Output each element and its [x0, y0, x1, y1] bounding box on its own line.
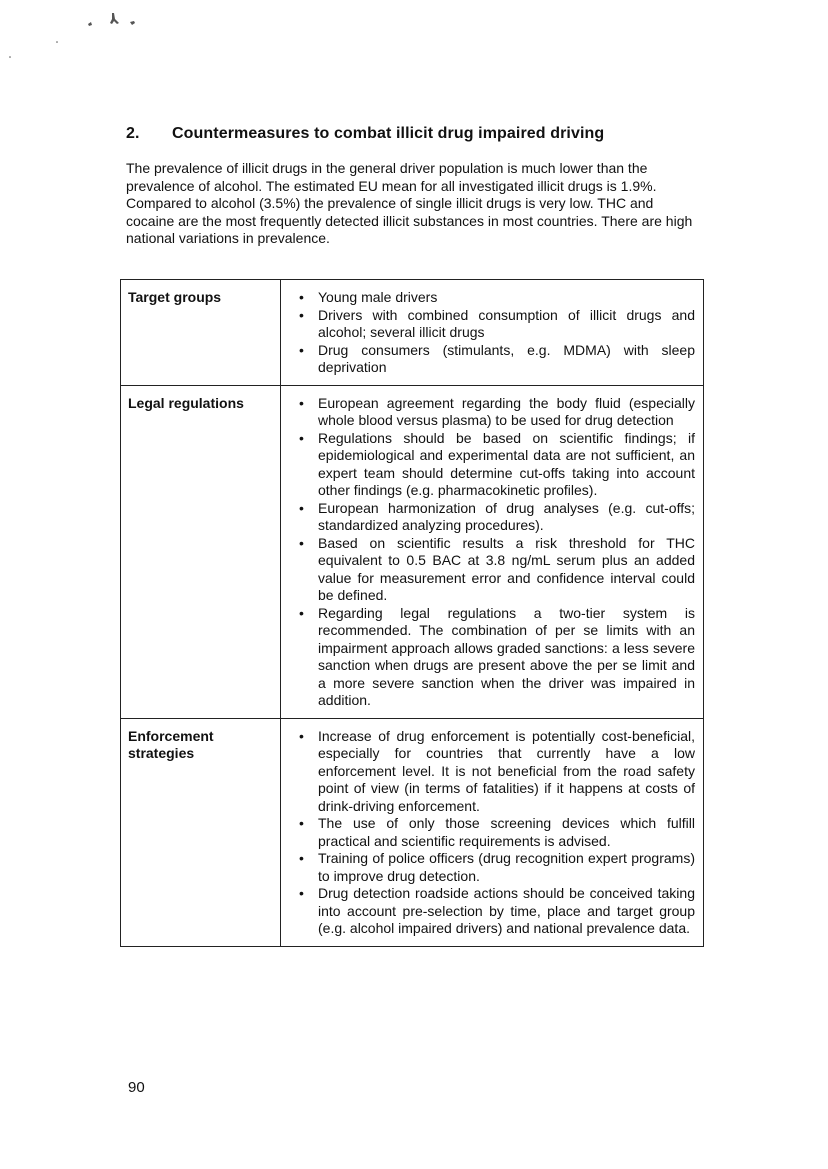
row-label: Target groups: [121, 280, 281, 386]
bullet-list: [287, 395, 695, 710]
list-item: • Regulations should be based on scientific findings; if epidemiological and experimental data are not sufficient, an expert team should determine cut-offs taking into account other findings (e.g. pharmacokinetic profiles).: [287, 430, 695, 500]
row-label: Enforcement strategies: [121, 718, 281, 946]
countermeasures-table: [120, 279, 704, 947]
section-title: Countermeasures to combat illicit drug impaired driving: [172, 125, 605, 142]
list-item: • Based on scientific results a risk threshold for THC equivalent to 0.5 BAC at 3.8 ng/mL serum plus an added value for measurement error and confidence interval could be defined.: [287, 535, 695, 605]
table-row-target-groups: [121, 280, 704, 386]
list-item: • Drug detection roadside actions should be conceived taking into account pre-selection by time, place and target group (e.g. alcohol impaired drivers) and national prevalence data.: [287, 885, 695, 938]
list-item: • Increase of drug enforcement is potentially cost-beneficial, especially for countries that currently have a low enforcement level. It is not beneficial from the road safety point of view (in terms of fatalities) if it happens at costs of drink-driving enforcement.: [287, 728, 695, 816]
bullet-list: [287, 289, 695, 377]
list-item: • The use of only those screening devices which fulfill practical and scientific requirements is advised.: [287, 815, 695, 850]
row-content: [281, 718, 704, 946]
bullet-list: [287, 728, 695, 938]
list-item: • European harmonization of drug analyses (e.g. cut-offs; standardized analyzing procedures).: [287, 500, 695, 535]
intro-paragraph: The prevalence of illicit drugs in the general driver population is much lower than the prevalence of alcohol. The estimated EU mean for all investigated illicit drugs is 1.9%. Compared to alcohol (3.5%) the prevalence of single illicit drugs is very low. THC and cocaine are the most frequently detected illicit substances in most countries. There are high national variations in prevalence.: [126, 160, 693, 246]
row-content: [281, 385, 704, 718]
table-row-enforcement-strategies: [121, 718, 704, 946]
row-label: Legal regulations: [121, 385, 281, 718]
section-number: 2.: [126, 125, 140, 142]
row-content: [281, 280, 704, 386]
table-row-legal-regulations: [121, 385, 704, 718]
scan-specks: [0, 0, 828, 60]
list-item: • Young male drivers: [287, 289, 695, 307]
list-item: • Drivers with combined consumption of illicit drugs and alcohol; several illicit drugs: [287, 307, 695, 342]
section-heading: [126, 125, 604, 143]
list-item: • European agreement regarding the body fluid (especially whole blood versus plasma) to be used for drug detection: [287, 395, 695, 430]
page-number: 90: [128, 1079, 145, 1096]
list-item: • Training of police officers (drug recognition expert programs) to improve drug detection.: [287, 850, 695, 885]
list-item: • Regarding legal regulations a two-tier system is recommended. The combination of per se limits with an impairment approach allows graded sanctions: a less severe sanction when drugs are present above the per se limit and a more severe sanction when the driver was impaired in addition.: [287, 605, 695, 710]
list-item: • Drug consumers (stimulants, e.g. MDMA) with sleep deprivation: [287, 342, 695, 377]
